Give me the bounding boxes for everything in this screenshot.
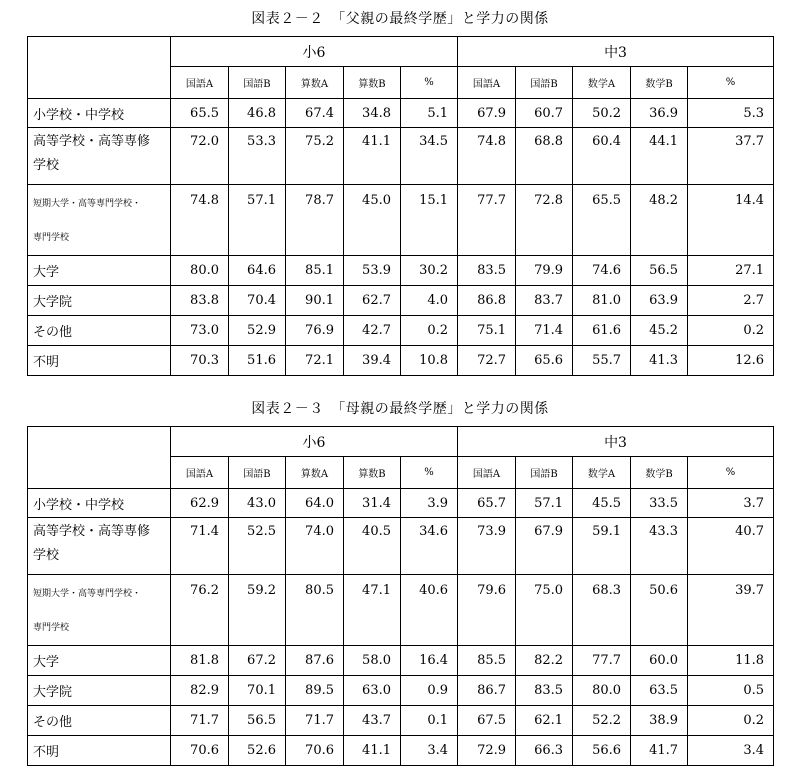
- data-cell: 48.2: [631, 185, 688, 256]
- data-cell: 38.9: [631, 706, 688, 736]
- data-cell: 53.3: [229, 128, 286, 185]
- data-cell: 39.4: [344, 346, 401, 376]
- row-label: 小学校・中学校: [28, 489, 171, 518]
- data-cell: 76.9: [286, 316, 344, 346]
- father-education-table: [27, 36, 774, 376]
- data-cell: 2.7: [688, 286, 774, 316]
- data-cell: 73.9: [458, 518, 516, 575]
- row-label: その他: [28, 316, 171, 346]
- row-label: [28, 575, 171, 646]
- mother-education-table: [27, 426, 774, 766]
- row-label-line: 専門学校: [33, 623, 70, 633]
- data-cell: 65.6: [516, 346, 573, 376]
- data-cell: 31.4: [344, 489, 401, 518]
- column-header: 算数A: [286, 457, 344, 489]
- data-cell: 64.0: [286, 489, 344, 518]
- data-cell: 70.4: [229, 286, 286, 316]
- row-label: 不明: [28, 736, 171, 766]
- data-cell: 46.8: [229, 99, 286, 128]
- data-cell: 67.4: [286, 99, 344, 128]
- table-row: [28, 346, 774, 376]
- data-cell: 73.0: [171, 316, 229, 346]
- column-header: %: [401, 67, 458, 99]
- data-cell: 77.7: [573, 646, 631, 676]
- data-cell: 78.7: [286, 185, 344, 256]
- data-cell: 5.1: [401, 99, 458, 128]
- column-header: 国語B: [516, 67, 573, 99]
- data-cell: 70.6: [286, 736, 344, 766]
- data-cell: 65.5: [171, 99, 229, 128]
- data-cell: 16.4: [401, 646, 458, 676]
- group-header-elementary: 小6: [171, 37, 458, 67]
- data-cell: 41.3: [631, 346, 688, 376]
- data-cell: 75.0: [516, 575, 573, 646]
- table-row: [28, 518, 774, 575]
- data-cell: 80.0: [573, 676, 631, 706]
- data-cell: 40.7: [688, 518, 774, 575]
- data-cell: 0.2: [401, 316, 458, 346]
- column-header: 国語A: [171, 457, 229, 489]
- data-cell: 58.0: [344, 646, 401, 676]
- column-header: 国語B: [516, 457, 573, 489]
- data-cell: 41.1: [344, 736, 401, 766]
- group-header-row: [28, 427, 774, 457]
- table-caption: 図表２－３ 「母親の最終学歴」と学力の関係: [251, 401, 549, 417]
- row-label-line: 専門学校: [33, 233, 70, 243]
- data-cell: 3.9: [401, 489, 458, 518]
- data-cell: 74.8: [171, 185, 229, 256]
- data-cell: 40.5: [344, 518, 401, 575]
- data-cell: 52.6: [229, 736, 286, 766]
- data-cell: 63.5: [631, 676, 688, 706]
- data-cell: 51.6: [229, 346, 286, 376]
- column-header: 数学B: [631, 67, 688, 99]
- data-cell: 83.5: [516, 676, 573, 706]
- data-cell: 68.8: [516, 128, 573, 185]
- data-cell: 41.7: [631, 736, 688, 766]
- data-cell: 86.8: [458, 286, 516, 316]
- corner-cell: [28, 427, 171, 489]
- data-cell: 40.6: [401, 575, 458, 646]
- data-cell: 80.0: [171, 256, 229, 286]
- data-cell: 34.5: [401, 128, 458, 185]
- data-cell: 79.6: [458, 575, 516, 646]
- data-cell: 76.2: [171, 575, 229, 646]
- father-education-section: [27, 0, 773, 376]
- data-cell: 66.3: [516, 736, 573, 766]
- row-label-line: 学校: [33, 158, 60, 173]
- data-cell: 57.1: [516, 489, 573, 518]
- table-row: [28, 646, 774, 676]
- column-header: %: [688, 67, 774, 99]
- data-cell: 50.2: [573, 99, 631, 128]
- column-header: 数学B: [631, 457, 688, 489]
- data-cell: 45.5: [573, 489, 631, 518]
- data-cell: 83.5: [458, 256, 516, 286]
- data-cell: 61.6: [573, 316, 631, 346]
- data-cell: 11.8: [688, 646, 774, 676]
- data-cell: 0.2: [688, 316, 774, 346]
- data-cell: 83.7: [516, 286, 573, 316]
- data-cell: 56.6: [573, 736, 631, 766]
- data-cell: 81.0: [573, 286, 631, 316]
- data-cell: 67.2: [229, 646, 286, 676]
- data-cell: 43.3: [631, 518, 688, 575]
- data-cell: 70.6: [171, 736, 229, 766]
- column-header: 国語A: [171, 67, 229, 99]
- column-header: %: [401, 457, 458, 489]
- data-cell: 77.7: [458, 185, 516, 256]
- data-cell: 67.5: [458, 706, 516, 736]
- row-label: [28, 185, 171, 256]
- data-cell: 72.1: [286, 346, 344, 376]
- column-header: 国語B: [229, 67, 286, 99]
- data-cell: 60.7: [516, 99, 573, 128]
- data-cell: 59.1: [573, 518, 631, 575]
- row-label: 大学: [28, 646, 171, 676]
- table-row: [28, 575, 774, 646]
- data-cell: 72.0: [171, 128, 229, 185]
- column-header: 国語B: [229, 457, 286, 489]
- data-cell: 15.1: [401, 185, 458, 256]
- data-cell: 67.9: [516, 518, 573, 575]
- data-cell: 72.7: [458, 346, 516, 376]
- data-cell: 90.1: [286, 286, 344, 316]
- column-header: 国語A: [458, 457, 516, 489]
- data-cell: 85.1: [286, 256, 344, 286]
- column-header: 数学A: [573, 457, 631, 489]
- data-cell: 74.8: [458, 128, 516, 185]
- data-cell: 3.4: [688, 736, 774, 766]
- row-label-line: 高等学校・高等専修: [33, 524, 151, 539]
- data-cell: 52.9: [229, 316, 286, 346]
- data-cell: 41.1: [344, 128, 401, 185]
- row-label: [28, 518, 171, 575]
- data-cell: 65.5: [573, 185, 631, 256]
- table-row: [28, 736, 774, 766]
- data-cell: 4.0: [401, 286, 458, 316]
- data-cell: 3.7: [688, 489, 774, 518]
- row-label: 大学院: [28, 286, 171, 316]
- corner-cell: [28, 37, 171, 99]
- table-row: [28, 286, 774, 316]
- data-cell: 87.6: [286, 646, 344, 676]
- data-cell: 68.3: [573, 575, 631, 646]
- data-cell: 34.6: [401, 518, 458, 575]
- data-cell: 14.4: [688, 185, 774, 256]
- column-header: 算数A: [286, 67, 344, 99]
- data-cell: 71.4: [171, 518, 229, 575]
- data-cell: 62.1: [516, 706, 573, 736]
- data-cell: 64.6: [229, 256, 286, 286]
- row-label: 不明: [28, 346, 171, 376]
- data-cell: 42.7: [344, 316, 401, 346]
- data-cell: 45.2: [631, 316, 688, 346]
- table-row: [28, 489, 774, 518]
- row-label: その他: [28, 706, 171, 736]
- data-cell: 70.3: [171, 346, 229, 376]
- data-cell: 74.0: [286, 518, 344, 575]
- data-cell: 75.2: [286, 128, 344, 185]
- table-row: [28, 128, 774, 185]
- data-cell: 59.2: [229, 575, 286, 646]
- data-cell: 56.5: [631, 256, 688, 286]
- data-cell: 39.7: [688, 575, 774, 646]
- group-header-junior-high: 中3: [458, 37, 774, 67]
- data-cell: 36.9: [631, 99, 688, 128]
- data-cell: 52.5: [229, 518, 286, 575]
- data-cell: 43.0: [229, 489, 286, 518]
- row-label: 大学院: [28, 676, 171, 706]
- column-header: 数学A: [573, 67, 631, 99]
- data-cell: 85.5: [458, 646, 516, 676]
- row-label: 小学校・中学校: [28, 99, 171, 128]
- data-cell: 45.0: [344, 185, 401, 256]
- data-cell: 44.1: [631, 128, 688, 185]
- data-cell: 50.6: [631, 575, 688, 646]
- data-cell: 71.7: [286, 706, 344, 736]
- table-row: [28, 99, 774, 128]
- group-header-elementary: 小6: [171, 427, 458, 457]
- data-cell: 12.6: [688, 346, 774, 376]
- group-header-junior-high: 中3: [458, 427, 774, 457]
- data-cell: 60.4: [573, 128, 631, 185]
- data-cell: 83.8: [171, 286, 229, 316]
- column-header: 算数B: [344, 457, 401, 489]
- data-cell: 27.1: [688, 256, 774, 286]
- data-cell: 70.1: [229, 676, 286, 706]
- data-cell: 52.2: [573, 706, 631, 736]
- data-cell: 82.2: [516, 646, 573, 676]
- data-cell: 3.4: [401, 736, 458, 766]
- data-cell: 56.5: [229, 706, 286, 736]
- data-cell: 86.7: [458, 676, 516, 706]
- mother-education-section: [27, 390, 773, 766]
- data-cell: 72.9: [458, 736, 516, 766]
- data-cell: 79.9: [516, 256, 573, 286]
- data-cell: 67.9: [458, 99, 516, 128]
- row-label-line: 短期大学・高等専門学校・: [33, 589, 142, 599]
- data-cell: 0.9: [401, 676, 458, 706]
- data-cell: 0.5: [688, 676, 774, 706]
- table-row: [28, 316, 774, 346]
- data-cell: 10.8: [401, 346, 458, 376]
- data-cell: 37.7: [688, 128, 774, 185]
- data-cell: 63.0: [344, 676, 401, 706]
- data-cell: 5.3: [688, 99, 774, 128]
- data-cell: 72.8: [516, 185, 573, 256]
- row-label: 大学: [28, 256, 171, 286]
- column-header: %: [688, 457, 774, 489]
- column-header: 算数B: [344, 67, 401, 99]
- data-cell: 53.9: [344, 256, 401, 286]
- data-cell: 47.1: [344, 575, 401, 646]
- table-row: [28, 256, 774, 286]
- row-label-line: 学校: [33, 548, 60, 563]
- data-cell: 63.9: [631, 286, 688, 316]
- group-header-row: [28, 37, 774, 67]
- data-cell: 65.7: [458, 489, 516, 518]
- column-header: 国語A: [458, 67, 516, 99]
- data-cell: 55.7: [573, 346, 631, 376]
- row-label-line: 短期大学・高等専門学校・: [33, 199, 142, 209]
- table-caption: 図表２－２ 「父親の最終学歴」と学力の関係: [251, 11, 549, 27]
- data-cell: 71.4: [516, 316, 573, 346]
- row-label-line: 高等学校・高等専修: [33, 134, 151, 149]
- data-cell: 34.8: [344, 99, 401, 128]
- table-row: [28, 185, 774, 256]
- table-row: [28, 706, 774, 736]
- data-cell: 60.0: [631, 646, 688, 676]
- data-cell: 80.5: [286, 575, 344, 646]
- data-cell: 82.9: [171, 676, 229, 706]
- data-cell: 89.5: [286, 676, 344, 706]
- data-cell: 30.2: [401, 256, 458, 286]
- data-cell: 62.9: [171, 489, 229, 518]
- data-cell: 62.7: [344, 286, 401, 316]
- data-cell: 75.1: [458, 316, 516, 346]
- data-cell: 43.7: [344, 706, 401, 736]
- row-label: [28, 128, 171, 185]
- data-cell: 81.8: [171, 646, 229, 676]
- data-cell: 0.1: [401, 706, 458, 736]
- data-cell: 74.6: [573, 256, 631, 286]
- data-cell: 33.5: [631, 489, 688, 518]
- data-cell: 71.7: [171, 706, 229, 736]
- data-cell: 57.1: [229, 185, 286, 256]
- data-cell: 0.2: [688, 706, 774, 736]
- table-row: [28, 676, 774, 706]
